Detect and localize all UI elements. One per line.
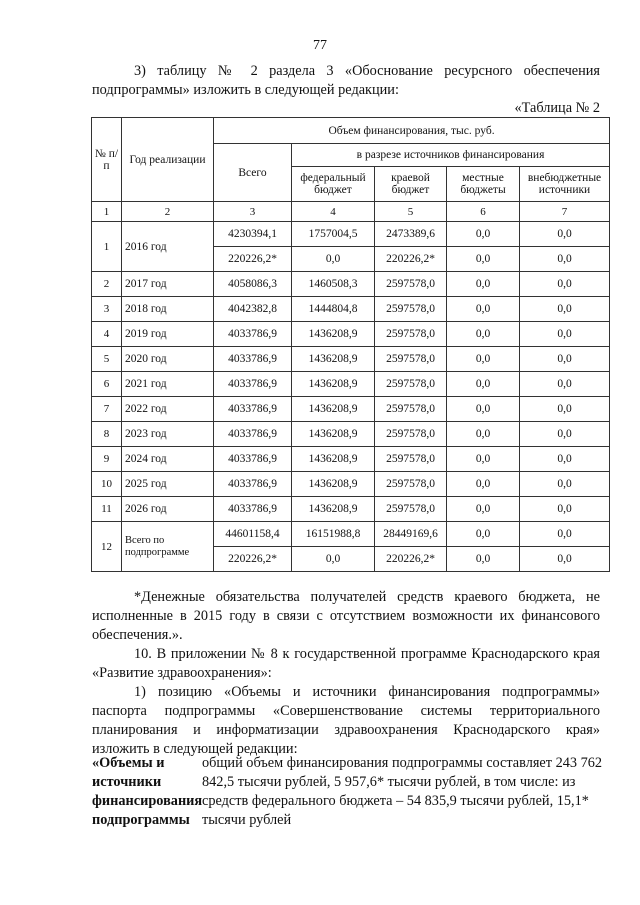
row-year: 2019 год [122, 322, 214, 347]
row-number: 2 [92, 272, 122, 297]
table-cell: 16151988,8 [292, 522, 375, 547]
column-number-row [92, 202, 610, 222]
row-number: 11 [92, 497, 122, 522]
table-cell: 1444804,8 [292, 297, 375, 322]
row-year: 2023 год [122, 422, 214, 447]
table-cell: 0,0 [520, 347, 610, 372]
column-number: 3 [214, 202, 292, 222]
row-number: 5 [92, 347, 122, 372]
table-cell: 0,0 [520, 422, 610, 447]
row-number: 4 [92, 322, 122, 347]
row-year: 2017 год [122, 272, 214, 297]
table-cell: 4033786,9 [214, 497, 292, 522]
row-year: 2018 год [122, 297, 214, 322]
row-number: 3 [92, 297, 122, 322]
table-cell: 0,0 [447, 297, 520, 322]
table-cell: 0,0 [447, 472, 520, 497]
financing-table [91, 117, 610, 572]
row-year: 2025 год [122, 472, 214, 497]
column-number: 5 [375, 202, 447, 222]
table-cell: 2597578,0 [375, 347, 447, 372]
table-cell: 4033786,9 [214, 322, 292, 347]
table-cell: 220226,2* [214, 547, 292, 572]
header-year: Год реализации [122, 118, 214, 202]
header-federal: федеральный бюджет [292, 167, 375, 202]
row-year: Всего по подпрограмме [122, 522, 214, 572]
table-cell: 2597578,0 [375, 397, 447, 422]
table-cell: 0,0 [520, 297, 610, 322]
table-cell: 2473389,6 [375, 222, 447, 247]
column-number: 2 [122, 202, 214, 222]
header-extra: внебюджетные источники [520, 167, 610, 202]
table-cell: 4042382,8 [214, 297, 292, 322]
header-local: местные бюджеты [447, 167, 520, 202]
row-number: 8 [92, 422, 122, 447]
table-body [92, 222, 610, 572]
table-cell: 2597578,0 [375, 272, 447, 297]
table-row [92, 272, 610, 297]
table-cell: 1436208,9 [292, 472, 375, 497]
row-year: 2016 год [122, 222, 214, 272]
table-cell: 2597578,0 [375, 297, 447, 322]
table-cell: 1436208,9 [292, 447, 375, 472]
table-cell: 0,0 [520, 497, 610, 522]
passport-text: общий объем финансирования подпрограммы составляет 243 762 842,5 тысячи рублей, 5 957,6* тысячи рублей, в том числе: из средств федерального бюджета – 54 835,9 тысячи рублей, 15,1* тысячи рублей [202, 755, 603, 828]
table-cell: 2597578,0 [375, 497, 447, 522]
table-row [92, 472, 610, 497]
table-cell: 0,0 [447, 247, 520, 272]
table-cell: 0,0 [520, 522, 610, 547]
table-cell: 0,0 [520, 247, 610, 272]
table-cell: 0,0 [447, 372, 520, 397]
table-cell: 0,0 [447, 272, 520, 297]
table-cell: 0,0 [447, 347, 520, 372]
table-cell: 0,0 [447, 397, 520, 422]
table-cell: 28449169,6 [375, 522, 447, 547]
header-total: Всего [214, 144, 292, 202]
row-year: 2020 год [122, 347, 214, 372]
table-cell: 0,0 [447, 447, 520, 472]
table-cell: 0,0 [520, 272, 610, 297]
table-row [92, 347, 610, 372]
table-cell: 0,0 [447, 422, 520, 447]
table-cell: 4033786,9 [214, 472, 292, 497]
row-year: 2026 год [122, 497, 214, 522]
table-cell: 2597578,0 [375, 372, 447, 397]
table-cell: 4033786,9 [214, 422, 292, 447]
table-cell: 2597578,0 [375, 322, 447, 347]
passport-label: «Объемы и источники финансирования подпрограммы [92, 755, 203, 828]
table-cell: 44601158,4 [214, 522, 292, 547]
row-number: 6 [92, 372, 122, 397]
table-cell: 1436208,9 [292, 397, 375, 422]
header-volume: Объем финансирования, тыс. руб. [214, 118, 610, 144]
paragraph-10: 10. В приложении № 8 к государственной программе Краснодарского края «Развитие здравоохранения»: [92, 646, 600, 681]
table-row [92, 447, 610, 472]
footnote: *Денежные обязательства получателей средств краевого бюджета, не исполненные в 2015 году в связи с отсутствием возможности их финансового обеспечения.». [92, 589, 600, 643]
table-cell: 4033786,9 [214, 347, 292, 372]
row-number: 12 [92, 522, 122, 572]
table-cell: 0,0 [292, 247, 375, 272]
header-regional: краевой бюджет [375, 167, 447, 202]
table-cell: 220226,2* [375, 247, 447, 272]
table-cell: 1436208,9 [292, 422, 375, 447]
table-cell: 0,0 [447, 322, 520, 347]
table-cell: 0,0 [520, 472, 610, 497]
table-cell: 0,0 [520, 372, 610, 397]
table-cell: 0,0 [520, 447, 610, 472]
column-number: 6 [447, 202, 520, 222]
table-cell: 0,0 [292, 547, 375, 572]
row-number: 1 [92, 222, 122, 272]
table-cell: 0,0 [447, 497, 520, 522]
table-cell: 220226,2* [375, 547, 447, 572]
column-number: 1 [92, 202, 122, 222]
table-cell: 0,0 [447, 222, 520, 247]
table-cell: 4230394,1 [214, 222, 292, 247]
table-row [92, 322, 610, 347]
table-row [92, 522, 610, 547]
page-number: 77 [313, 38, 327, 53]
header-sources: в разрезе источников финансирования [292, 144, 610, 167]
table-cell: 0,0 [520, 547, 610, 572]
table-row [92, 422, 610, 447]
table-row [92, 297, 610, 322]
row-number: 7 [92, 397, 122, 422]
row-year: 2024 год [122, 447, 214, 472]
table-row [92, 497, 610, 522]
table-cell: 4033786,9 [214, 397, 292, 422]
table-cell: 0,0 [447, 522, 520, 547]
table-cell: 1436208,9 [292, 347, 375, 372]
table-cell: 2597578,0 [375, 422, 447, 447]
table-cell: 2597578,0 [375, 472, 447, 497]
table-cell: 0,0 [520, 322, 610, 347]
table-label: «Таблица № 2 [514, 100, 600, 116]
table-cell: 1436208,9 [292, 322, 375, 347]
table-cell: 4033786,9 [214, 447, 292, 472]
table-row [92, 222, 610, 247]
table-row [92, 397, 610, 422]
paragraph-1: 1) позицию «Объемы и источники финансирования подпрограммы» паспорта подпрограммы «Совершенствование системы территориального планирования и информатизации здравоохранения Краснодарского края» изложить в следующей редакции: [92, 684, 600, 757]
table-cell: 220226,2* [214, 247, 292, 272]
table-cell: 1757004,5 [292, 222, 375, 247]
table-cell: 0,0 [447, 547, 520, 572]
table-cell: 0,0 [520, 222, 610, 247]
column-number: 4 [292, 202, 375, 222]
intro-paragraph: 3) таблицу № 2 раздела 3 «Обоснование ресурсного обеспечения подпрограммы» изложить в следующей редакции: [92, 63, 600, 98]
row-number: 9 [92, 447, 122, 472]
table-cell: 1460508,3 [292, 272, 375, 297]
row-year: 2021 год [122, 372, 214, 397]
table-cell: 1436208,9 [292, 497, 375, 522]
table-cell: 0,0 [520, 397, 610, 422]
header-num: № п/п [92, 118, 122, 202]
table-row [92, 372, 610, 397]
table-cell: 4058086,3 [214, 272, 292, 297]
row-number: 10 [92, 472, 122, 497]
row-year: 2022 год [122, 397, 214, 422]
column-number: 7 [520, 202, 610, 222]
table-cell: 4033786,9 [214, 372, 292, 397]
table-cell: 1436208,9 [292, 372, 375, 397]
table-cell: 2597578,0 [375, 447, 447, 472]
